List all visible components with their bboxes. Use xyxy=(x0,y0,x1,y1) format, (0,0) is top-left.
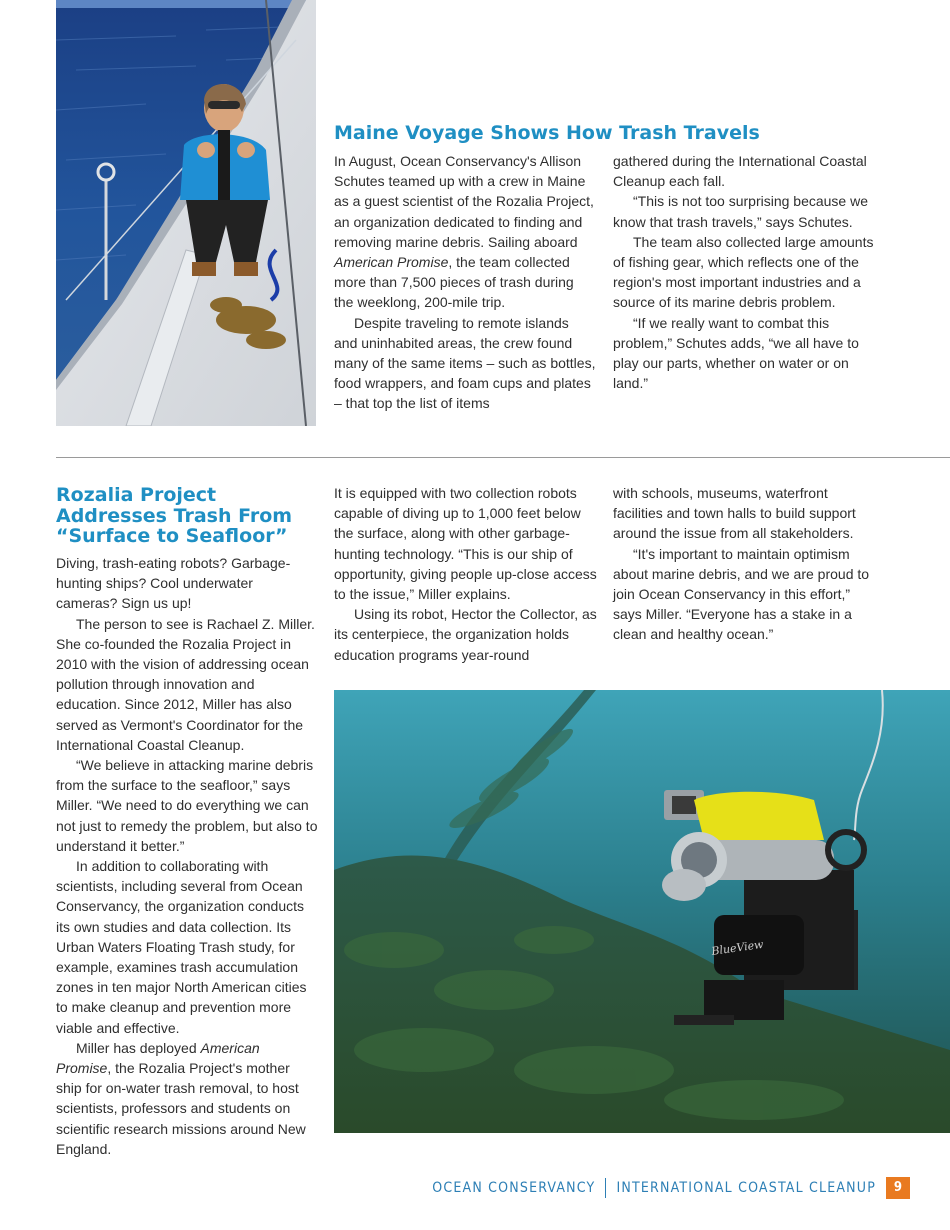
article1-paragraph: Despite traveling to remote islands and uninhabited areas, the crew found many of the same items – such as bottles, food wrappers, and foam cups and plates – that top the list of items xyxy=(334,314,596,412)
section-divider xyxy=(56,457,950,458)
article1-paragraph: The team also collected large amounts of fishing gear, which reflects one of the region's most important industries and a source of its marine debris problem. xyxy=(613,233,874,311)
article2-paragraph: In addition to collaborating with scientists, including several from Ocean Conservancy, the organization conducts its own studies and data collection. Its Urban Waters Floating Trash study, for example, examines trash accumulation zones in ten major North American cities to make cleanup and prevention more viable and effective. xyxy=(56,858,307,1036)
article2-paragraph: “We believe in attacking marine debris from the surface to the seafloor,” says Miller. “We need to do everything we can not just to remedy the problem, but also to understand it better.” xyxy=(56,757,318,854)
article2-paragraph: “It's important to maintain optimism about marine debris, and we are proud to join Ocean Conservancy in this effort,” says Miller. “Everyone has a stake in a clean and healthy ocean.” xyxy=(613,545,870,643)
footer-separator xyxy=(605,1178,606,1198)
article2-title-line: Rozalia Project xyxy=(56,484,217,506)
article2-paragraph: It is equipped with two collection robots capable of diving up to 1,000 feet below the surface, along with other garbage-hunting technology. “This is our ship of opportunity, giving people up-close access to the issue,” Miller explains. xyxy=(334,485,597,603)
article2-title-line: “Surface to Seafloor” xyxy=(56,525,288,547)
article2-paragraph: The person to see is Rachael Z. Miller. She co-founded the Rozalia Project in 2010 with the vision of addressing ocean pollution through innovation and education. Since 2012, Miller has also served as Vermont's Coordinator for the International Coastal Cleanup. xyxy=(56,615,315,753)
article2-paragraph: Diving, trash-eating robots? Garbage-hunting ships? Cool underwater cameras? Sign us up! xyxy=(56,555,291,612)
underwater-robot-photo xyxy=(334,690,950,1133)
page-footer xyxy=(432,1177,910,1199)
sailboat-photo xyxy=(56,0,316,426)
article1-column-2 xyxy=(613,151,875,393)
article1-paragraph: “This is not too surprising because we know that trash travels,” says Schutes. xyxy=(613,193,868,230)
article1-paragraph: gathered during the International Coastal Cleanup each fall. xyxy=(613,153,867,190)
page-number-badge: 9 xyxy=(886,1177,910,1199)
article2-column-3 xyxy=(613,483,875,645)
article1-paragraph: “If we really want to combat this problem,” Schutes adds, “we all have to play our parts, whether on water or on land.” xyxy=(613,314,859,392)
article1-column-1 xyxy=(334,151,596,414)
article2-paragraph: with schools, museums, waterfront facilities and town halls to build support around the issue from all stakeholders. xyxy=(613,485,856,542)
article1-title: Maine Voyage Shows How Trash Travels xyxy=(334,122,760,144)
robot-brand-label: BlueView xyxy=(710,937,765,958)
article2-title xyxy=(56,485,316,547)
footer-event: INTERNATIONAL COASTAL CLEANUP xyxy=(616,1180,876,1196)
article2-paragraph: Miller has deployed American Promise, the Rozalia Project's mother ship for on-water trash removal, to host scientists, professors and students on scientific research missions around New England. xyxy=(56,1039,306,1157)
article2-paragraph: Using its robot, Hector the Collector, as its centerpiece, the organization holds education programs year-round xyxy=(334,606,597,663)
article2-column-2 xyxy=(334,483,598,665)
article2-title-line: Addresses Trash From xyxy=(56,504,293,527)
article1-paragraph: In August, Ocean Conservancy's Allison Schutes teamed up with a crew in Maine as a guest scientist of the Rozalia Project, an organization dedicated to finding and removing marine debris. Sailing aboard American Promise, the team collected more than 7,500 pieces of trash during the weeklong, 200-mile trip. xyxy=(334,153,594,311)
article2-column-1 xyxy=(56,553,318,1159)
footer-org: OCEAN CONSERVANCY xyxy=(432,1180,596,1196)
